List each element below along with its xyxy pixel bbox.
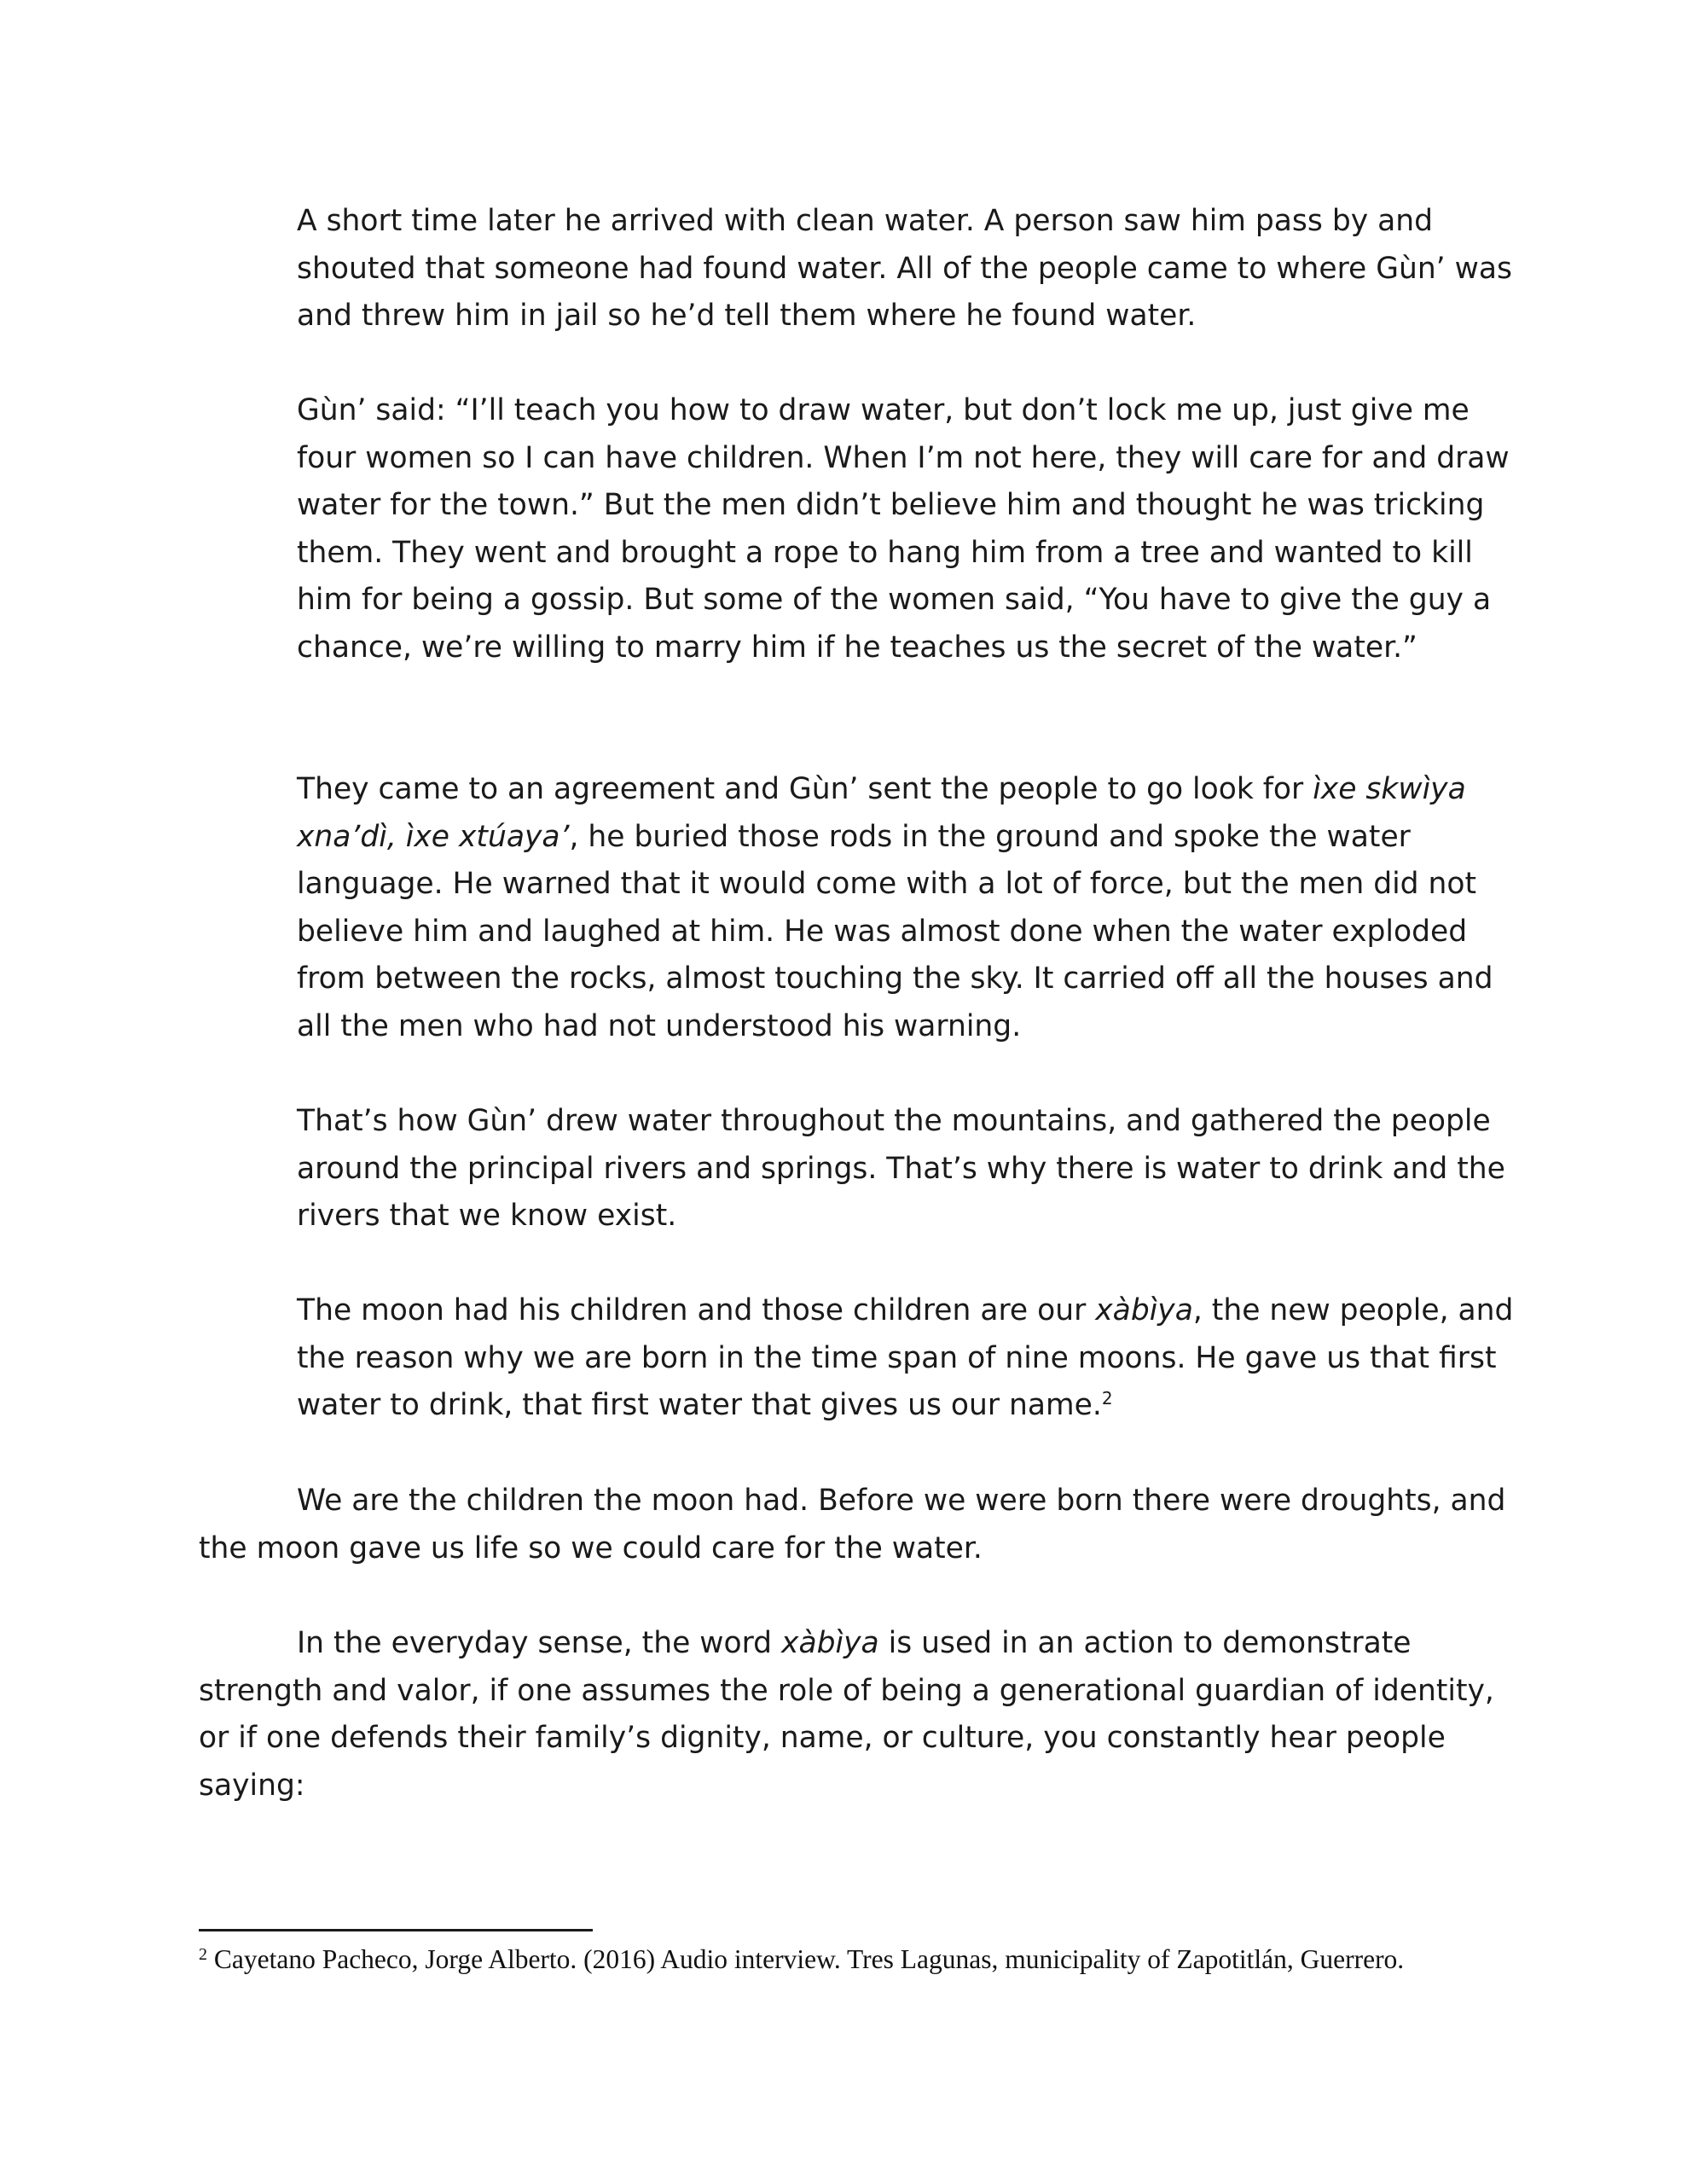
paragraph-agreement [297, 766, 1525, 1050]
footnote-text: Cayetano Pacheco, Jorge Alberto. (2016) Audio interview. Tres Lagunas, municipality of Zapotitlán, Guerrero. [207, 1944, 1405, 1974]
paragraph-text: We are the children the moon had. Before we were born there were droughts, and the moon gave us life so we could care for the water. [199, 1484, 1506, 1565]
footnote-reference[interactable]: 2 [1101, 1388, 1113, 1409]
indigenous-term: ìxe skwìya xna’dì, ìxe xtúaya’ [297, 772, 1466, 854]
indigenous-term: xàbìya [781, 1626, 879, 1660]
paragraph-text: , he buried those rods in the ground and spoke the water language. He warned that it would come with a lot of force, but the men did not believe him and laughed at him. He was almost done when the water exploded from between the rocks, almost touching the sky. It carried off all the houses and all the men who had not understood his warning. [297, 819, 1493, 1043]
paragraph-text: They came to an agreement and Gùn’ sent the people to go look for [297, 772, 1313, 806]
paragraph-text: Gùn’ said: “I’ll teach you how to draw water, but don’t lock me up, just give me four women so I can have children. When I’m not here, they will care for and draw water for the town.” But the men didn’t believe him and thought he was tricking them. They went and brought a rope to hang him from a tree and wanted to kill him for being a gossip. But some of the women said, “You have to give the guy a chance, we’re willing to marry him if he teaches us the secret of the water.” [297, 393, 1510, 665]
paragraph-arrival [297, 198, 1525, 340]
paragraph-children-moon-had [199, 1478, 1525, 1572]
paragraph-mountains [297, 1098, 1525, 1240]
paragraph-text: That’s how Gùn’ drew water throughout the mountains, and gathered the people around the principal rivers and springs. That’s why there is water to drink and the rivers that we know exist. [297, 1104, 1505, 1233]
paragraph-everyday-sense [199, 1620, 1525, 1809]
indigenous-term: xàbìya [1095, 1293, 1193, 1327]
paragraph-text: A short time later he arrived with clean water. A person saw him pass by and shouted that someone had found water. All of the people came to where Gùn’ was and threw him in jail so he’d tell them where he found water. [297, 204, 1512, 333]
paragraph-text: is used in an action to demonstrate strength and valor, if one assumes the role of being a generational guardian of identity, or if one defends their family’s dignity, name, or culture, you constantly hear people saying: [199, 1626, 1494, 1803]
paragraph-text: In the everyday sense, the word [297, 1626, 782, 1660]
paragraph-text: The moon had his children and those children are our [297, 1293, 1096, 1327]
footnote [199, 1943, 1563, 1977]
footnote-number: 2 [199, 1945, 207, 1964]
paragraph-text: , the new people, and the reason why we are born in the time span of nine moons. He gave us that first water to drink, that first water that gives us our name. [297, 1293, 1514, 1422]
paragraph-gun-said [297, 387, 1525, 671]
paragraph-moon-children [297, 1287, 1525, 1430]
footnote-divider [199, 1929, 593, 1931]
